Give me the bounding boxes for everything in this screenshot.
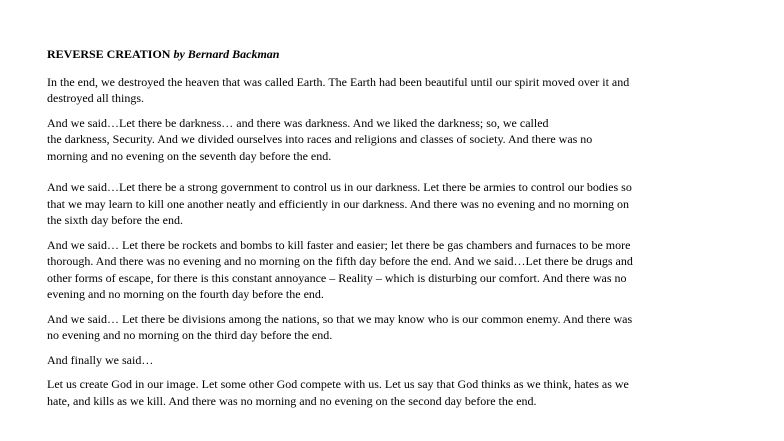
- paragraph: [47, 74, 737, 107]
- title-text: REVERSE CREATION: [47, 47, 171, 61]
- text-line: thorough. And there was no evening and no morning on the fifth day before the end. And we said…Let there be drugs and: [47, 254, 633, 268]
- text-line: other forms of escape, for there is this constant annoyance – Reality – which is disturbing our comfort. And there was no: [47, 270, 627, 285]
- text-line: morning and no evening on the seventh day before the end.: [47, 148, 332, 163]
- text-line: evening and no morning on the fourth day before the end.: [47, 287, 324, 301]
- paragraph: [47, 179, 737, 229]
- text-line: And we said…Let there be darkness… and there was darkness. And we liked the darkness; so, we called: [47, 115, 549, 130]
- author-byline: by Bernard Backman: [173, 47, 280, 61]
- text-line: And we said… Let there be divisions among the nations, so that we may know who is our common enemy. And there was: [47, 311, 633, 326]
- paragraph: [47, 376, 737, 409]
- document-title: [47, 46, 737, 63]
- text-line: destroyed all things.: [47, 91, 144, 105]
- text-line: the darkness, Security. And we divided ourselves into races and religions and classes of society. And there was no: [47, 132, 593, 146]
- paragraph: [47, 237, 737, 303]
- text-line: And finally we said…: [47, 352, 154, 367]
- text-line: In the end, we destroyed the heaven that was called Earth. The Earth had been beautiful until our spirit moved over it and: [47, 74, 630, 89]
- text-line: no evening and no morning on the third day before the end.: [47, 328, 333, 342]
- text-line: Let us create God in our image. Let some other God compete with us. Let us say that God thinks as we think, hates as we: [47, 377, 629, 391]
- text-line: And we said… Let there be rockets and bombs to kill faster and easier; let there be gas chambers and furnaces to be more: [47, 237, 631, 252]
- text-line: And we said…Let there be a strong government to control us in our darkness. Let there be armies to control our bodies so: [47, 180, 632, 194]
- paragraph: [47, 352, 737, 369]
- text-line: hate, and kills as we kill. And there was no morning and no evening on the second day before the end.: [47, 393, 537, 408]
- paragraph: [47, 311, 737, 344]
- document-page: [47, 46, 737, 417]
- text-line: the sixth day before the end.: [47, 213, 183, 227]
- paragraph: [47, 115, 737, 165]
- text-line: that we may learn to kill one another neatly and efficiently in our darkness. And there was no evening and no morning on: [47, 196, 629, 211]
